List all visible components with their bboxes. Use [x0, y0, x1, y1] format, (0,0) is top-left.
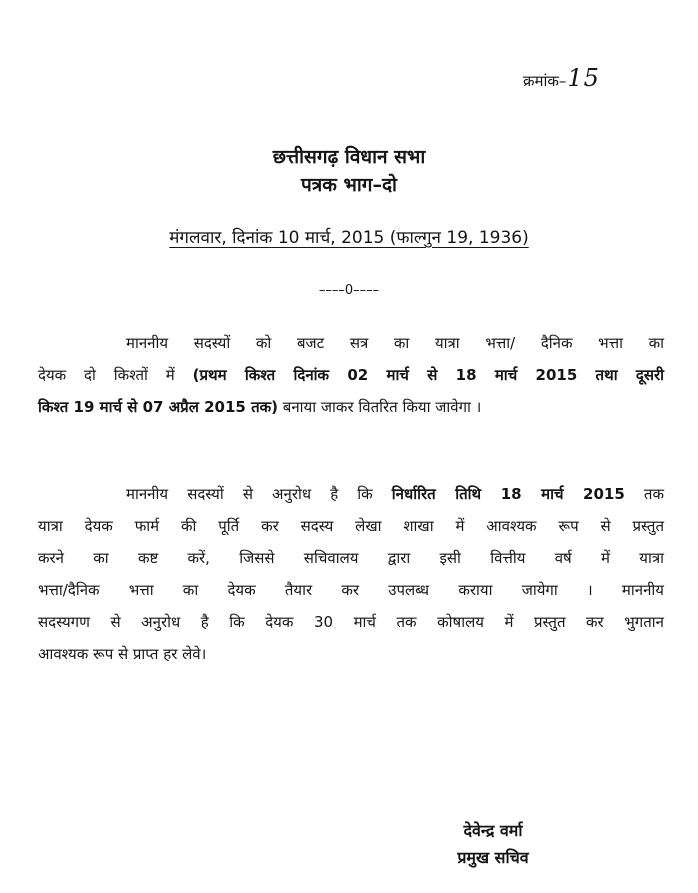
paragraph-2-line-2: यात्रा देयक फार्म की पूर्ति कर सदस्य लेखा शाखा में आवश्यक रूप से प्रस्तुत	[38, 517, 664, 535]
paragraph-1-line-2-text: देयक दो किश्तों में	[38, 366, 175, 384]
document-title: छत्तीसगढ़ विधान सभा	[272, 146, 426, 168]
serial-number-label: क्रमांक–	[523, 72, 567, 90]
signature-block	[428, 817, 558, 871]
paragraph-1-line-3-bold: किश्त 19 मार्च से 07 अप्रैल 2015 तक)	[38, 398, 278, 416]
date-line-text: मंगलवार, दिनांक 10 मार्च, 2015 (फाल्गुन 19, 1936)	[169, 228, 529, 248]
paragraph-1-line-3-text: बनाया जाकर वितरित किया जावेगा ।	[282, 398, 482, 416]
paragraph-2-line-6: आवश्यक रूप से प्राप्त हर लेवे।	[38, 645, 207, 663]
paragraph-2-line-4: भत्ता/दैनिक भत्ता का देयक तैयार कर उपलब्ध कराया जायेगा । माननीय	[38, 581, 664, 599]
serial-number-value: 15	[567, 64, 600, 92]
paragraph-1-line-3	[38, 391, 664, 423]
paragraph-1	[38, 327, 664, 423]
paragraph-1-line-2-bold: (प्रथम किश्त दिनांक 02 मार्च से 18 मार्च 2015 तथा दूसरी	[192, 366, 665, 384]
date-line	[0, 225, 698, 248]
signatory-name: देवेन्द्र वर्मा	[463, 821, 523, 840]
serial-number	[523, 64, 600, 92]
paragraph-2-line-1-text: माननीय सदस्यों से अनुरोध है कि	[126, 485, 373, 503]
paragraph-1-line-1: माननीय सदस्यों को बजट सत्र का यात्रा भत्ता/ दैनिक भत्ता का	[126, 334, 664, 352]
signatory-designation: प्रमुख सचिव	[457, 848, 529, 867]
separator-line: ––––0––––	[318, 283, 380, 298]
paragraph-2-line-1-end: तक	[643, 485, 664, 503]
paragraph-1-line-2	[38, 359, 664, 391]
paragraph-2-line-1-bold: निर्धारित तिथि 18 मार्च 2015	[391, 485, 625, 503]
paragraph-2-line-3: करने का कष्ट करें, जिससे सचिवालय द्वारा इसी वित्तीय वर्ष में यात्रा	[38, 549, 664, 567]
paragraph-2-line-5: सदस्यगण से अनुरोध है कि देयक 30 मार्च तक कोषालय में प्रस्तुत कर भुगतान	[38, 613, 664, 631]
paragraph-2-line-1	[38, 478, 664, 510]
document-subtitle: पत्रक भाग–दो	[301, 174, 397, 196]
paragraph-2	[38, 478, 664, 670]
